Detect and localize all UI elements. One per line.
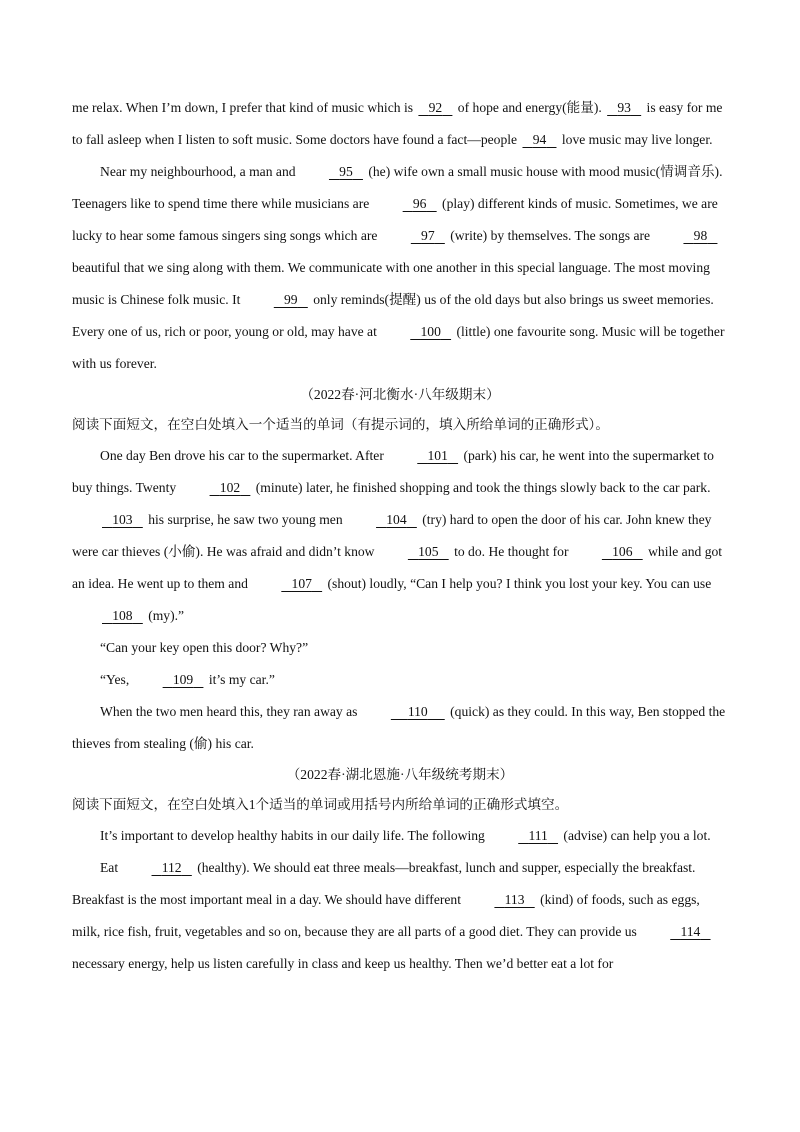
passage-2-paragraph-1: One day Ben drove his car to the supermarket. After 101 (park) his car, he went into the supermarket to buy things. Twenty 102 (minute) later, he finished shopping and took the things slowly back to the car park. 103 his surprise, he saw two young men 104 (try) hard to open the door of his car. John knew they were car thieves (小偷). He was afraid and didn’t know 105 to do. He thought for 106 while and got an idea. He went up to them and 107 (shout) loudly, “Can I help you? I think you lost your key. You can use 108 (my).” [72, 440, 728, 632]
blank-108[interactable]: 108 [112, 608, 133, 623]
blank-113[interactable]: 113 [504, 892, 525, 907]
passage-2-paragraph-3: “Yes, 109 it’s my car.” [72, 664, 728, 696]
passage-1-paragraph-1: me relax. When I’m down, I prefer that kind of music which is 92 of hope and energy(能量). 93 is easy for me to fall asleep when I listen to soft music. Some doctors have found a fact—people 94 love music may live longer. [72, 92, 728, 156]
passage-2-paragraph-4: When the two men heard this, they ran away as 110 (quick) as they could. In this way, Ben stopped the thieves from stealing (偷) his car. [72, 696, 728, 760]
document-page [72, 92, 728, 980]
blank-109[interactable]: 109 [172, 672, 194, 687]
blank-103[interactable]: 103 [112, 512, 133, 527]
blank-112[interactable]: 112 [161, 860, 182, 875]
blank-95[interactable]: 95 [339, 164, 353, 179]
passage-2-paragraph-2: “Can your key open this door? Why?” [100, 640, 309, 655]
blank-114[interactable]: 114 [680, 924, 701, 939]
passage-3-paragraph-1: It’s important to develop healthy habits in our daily life. The following 111 (advise) can help you a lot. [72, 820, 728, 852]
blank-96[interactable]: 96 [412, 196, 427, 211]
instruction-2: 阅读下面短文，在空白处填入一个适当的单词（有提示词的，填入所给单词的正确形式）。 [72, 417, 609, 432]
source-note-hubei: （2022春·湖北恩施·八年级统考期末） [286, 767, 514, 782]
blank-106[interactable]: 106 [612, 544, 633, 559]
blank-98[interactable]: 98 [693, 228, 708, 243]
blank-93[interactable]: 93 [617, 100, 631, 115]
blank-100[interactable]: 100 [420, 324, 441, 339]
passage-3-paragraph-2: Eat 112 (healthy). We should eat three meals—breakfast, lunch and supper, especially the breakfast. Breakfast is the most important meal in a day. We should have different 113 (kind) of foods, such as eggs, milk, rice fish, fruit, vegetables and so on, because they are all parts of a good diet. They can provide us 114 necessary energy, help us listen carefully in class and keep us healthy. Then we’d better eat a lot for [72, 852, 728, 980]
instruction-3: 阅读下面短文，在空白处填入1个适当的单词或用括号内所给单词的正确形式填空。 [72, 797, 569, 812]
passage-1-paragraph-2: Near my neighbourhood, a man and 95 (he) wife own a small music house with mood music(情调音乐). Teenagers like to spend time there while musicians are 96 (play) different kinds of music. Sometimes, we are lucky to hear some famous singers sing songs which are 97 (write) by themselves. The songs are 98 beautiful that we sing along with them. We communicate with one another in this special language. The most moving music is Chinese folk music. It 99 only reminds(提醒) us of the old days but also brings us sweet memories. Every one of us, rich or poor, young or old, may have at 100 (little) one favourite song. Music will be together with us forever. [72, 156, 728, 380]
blank-107[interactable]: 107 [291, 576, 312, 591]
blank-94[interactable]: 94 [532, 132, 547, 147]
blank-97[interactable]: 97 [421, 228, 435, 243]
blank-105[interactable]: 105 [418, 544, 439, 559]
blank-111[interactable]: 111 [528, 828, 548, 843]
blank-101[interactable]: 101 [427, 448, 448, 463]
blank-110[interactable]: 110 [407, 704, 428, 719]
blank-102[interactable]: 102 [219, 480, 241, 495]
source-note-hebei: （2022春·河北衡水·八年级期末） [300, 387, 500, 402]
blank-99[interactable]: 99 [284, 292, 298, 307]
blank-92[interactable]: 92 [428, 100, 443, 115]
blank-104[interactable]: 104 [386, 512, 407, 527]
